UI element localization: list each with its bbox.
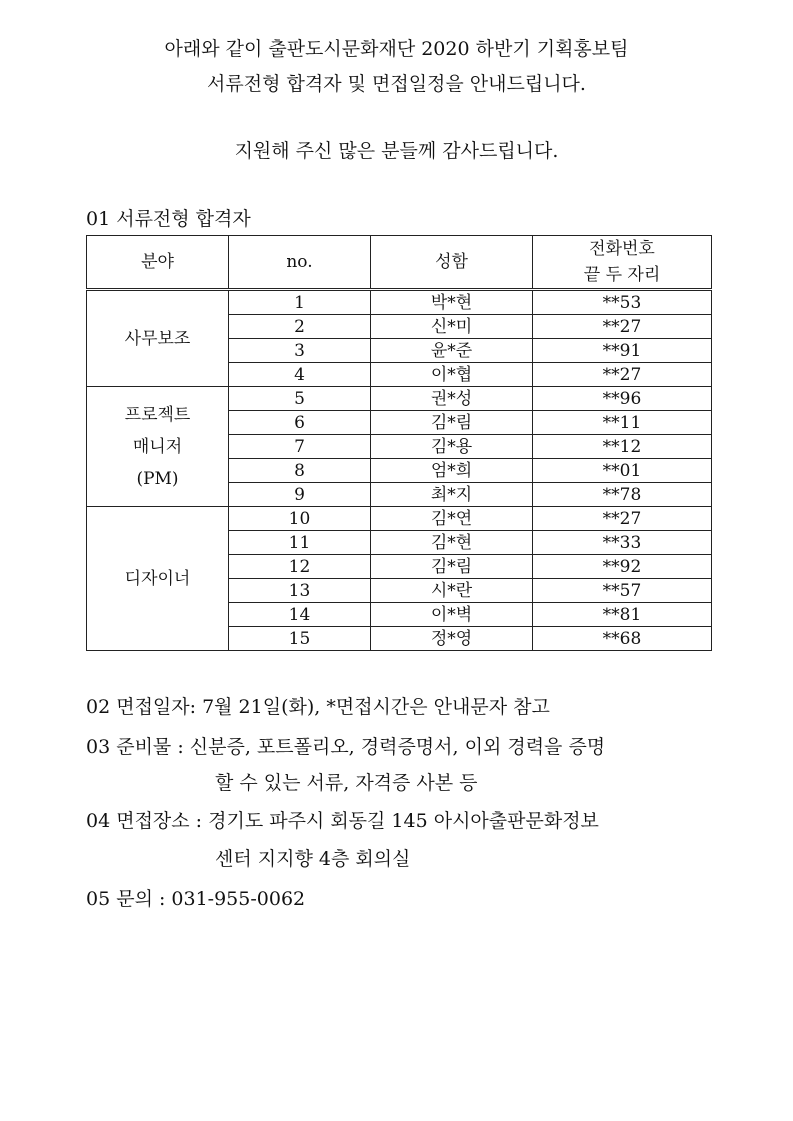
- no-cell: 13: [229, 579, 371, 603]
- phone-cell: **78: [533, 483, 712, 507]
- name-cell: 권*성: [371, 387, 533, 411]
- phone-cell: **96: [533, 387, 712, 411]
- materials-line-2: 할 수 있는 서류, 자격증 사본 등: [215, 772, 478, 794]
- name-cell: 정*영: [371, 627, 533, 651]
- table-row: [87, 507, 712, 531]
- phone-cell: **92: [533, 555, 712, 579]
- no-cell: 12: [229, 555, 371, 579]
- intro-line-2: 서류전형 합격자 및 면접일정을 안내드립니다.: [207, 73, 586, 95]
- phone-cell: **57: [533, 579, 712, 603]
- no-cell: 2: [229, 315, 371, 339]
- no-cell: 6: [229, 411, 371, 435]
- no-cell: 10: [229, 507, 371, 531]
- no-cell: 15: [229, 627, 371, 651]
- location-line-2: 센터 지지향 4층 회의실: [215, 848, 411, 870]
- phone-cell: **12: [533, 435, 712, 459]
- field-cell: [87, 290, 229, 387]
- name-cell: 김*용: [371, 435, 533, 459]
- name-cell: 윤*준: [371, 339, 533, 363]
- results-body: [87, 290, 712, 651]
- name-cell: 이*협: [371, 363, 533, 387]
- interview-date: 02 면접일자: 7월 21일(화), *면접시간은 안내문자 참고: [86, 696, 550, 718]
- header-phone: [533, 236, 712, 290]
- contact: 05 문의 : 031-955-0062: [86, 888, 306, 910]
- no-cell: 7: [229, 435, 371, 459]
- field-cell: [87, 507, 229, 651]
- intro-line-1: 아래와 같이 출판도시문화재단 2020 하반기 기획홍보팀: [164, 38, 629, 60]
- field-label: (PM): [136, 468, 179, 489]
- name-cell: 김*현: [371, 531, 533, 555]
- results-table: [86, 235, 712, 651]
- field-label: 매니저: [132, 436, 183, 457]
- no-cell: 9: [229, 483, 371, 507]
- field-label: 디자이너: [124, 568, 191, 589]
- header-phone-line2: 끝 두 자리: [583, 265, 661, 285]
- location-line-1: 04 면접장소 : 경기도 파주시 회동길 145 아시아출판문화정보: [86, 810, 599, 832]
- field-cell: [87, 387, 229, 507]
- name-cell: 엄*희: [371, 459, 533, 483]
- no-cell: 8: [229, 459, 371, 483]
- name-cell: 김*연: [371, 507, 533, 531]
- no-cell: 3: [229, 339, 371, 363]
- intro-thanks: 지원해 주신 많은 분들께 감사드립니다.: [234, 140, 559, 162]
- no-cell: 11: [229, 531, 371, 555]
- phone-cell: **11: [533, 411, 712, 435]
- phone-cell: **27: [533, 315, 712, 339]
- field-label: 사무보조: [124, 328, 191, 349]
- phone-cell: **27: [533, 507, 712, 531]
- name-cell: 김*림: [371, 411, 533, 435]
- phone-cell: **68: [533, 627, 712, 651]
- phone-cell: **27: [533, 363, 712, 387]
- header-no: no.: [229, 236, 371, 290]
- header-field: 분야: [87, 236, 229, 290]
- no-cell: 5: [229, 387, 371, 411]
- header-phone-line1: 전화번호: [589, 239, 655, 259]
- table-row: [87, 290, 712, 315]
- table-header-row: [87, 236, 712, 290]
- no-cell: 14: [229, 603, 371, 627]
- name-cell: 박*현: [371, 290, 533, 315]
- table-row: [87, 387, 712, 411]
- name-cell: 이*벽: [371, 603, 533, 627]
- name-cell: 김*림: [371, 555, 533, 579]
- field-label: 프로젝트: [124, 404, 191, 425]
- section-title-results: 01 서류전형 합격자: [86, 208, 251, 230]
- phone-cell: **91: [533, 339, 712, 363]
- materials-line-1: 03 준비물 : 신분증, 포트폴리오, 경력증명서, 이외 경력을 증명: [86, 736, 606, 758]
- no-cell: 4: [229, 363, 371, 387]
- phone-cell: **33: [533, 531, 712, 555]
- phone-cell: **81: [533, 603, 712, 627]
- phone-cell: **53: [533, 290, 712, 315]
- no-cell: 1: [229, 290, 371, 315]
- header-name: 성함: [371, 236, 533, 290]
- name-cell: 신*미: [371, 315, 533, 339]
- phone-cell: **01: [533, 459, 712, 483]
- name-cell: 시*란: [371, 579, 533, 603]
- name-cell: 최*지: [371, 483, 533, 507]
